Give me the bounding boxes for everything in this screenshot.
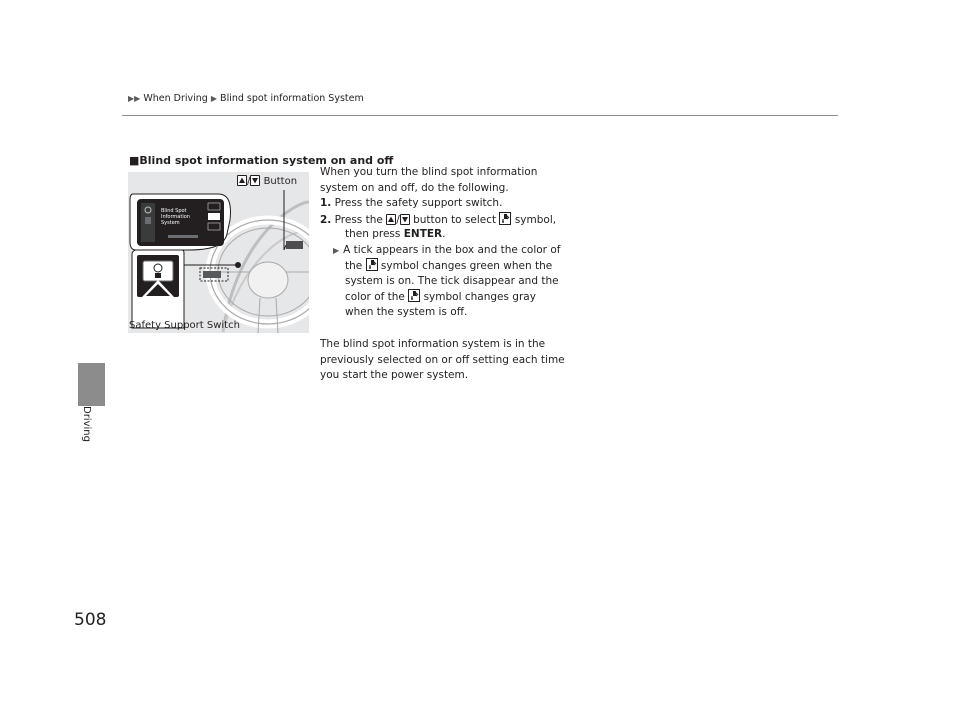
up-arrow-key-icon [237, 175, 247, 186]
arrow-icon: ▶ [210, 94, 218, 103]
svg-text:Information: Information [161, 214, 190, 220]
safety-support-switch-callout: Safety Support Switch [129, 320, 240, 331]
intro-line-1: When you turn the blind spot information [320, 166, 538, 178]
result-line-2: the symbol changes green when the [345, 260, 553, 272]
svg-text:System: System [161, 220, 180, 226]
blind-spot-symbol-icon [408, 289, 420, 302]
svg-text:Blind Spot: Blind Spot [161, 208, 187, 214]
section-heading: ■Blind spot information system on and off [129, 154, 394, 167]
header-rule [122, 115, 838, 116]
page-number: 508 [74, 610, 107, 630]
blind-spot-symbol-icon [499, 212, 511, 225]
step-2-line-2: then press ENTER. [345, 228, 446, 240]
breadcrumb-item-when-driving[interactable]: When Driving [143, 93, 208, 104]
intro-line-2: system on and off, do the following. [320, 181, 509, 194]
chapter-tab [78, 363, 105, 406]
result-line-4: color of the symbol changes gray [345, 291, 536, 303]
down-arrow-key-icon [250, 175, 260, 186]
note-line-1: The blind spot information system is in the [320, 338, 546, 350]
result-line-1: ▶ A tick appears in the box and the color of [333, 243, 561, 256]
button-callout-label: Button [263, 176, 298, 187]
note-line-3: you start the power system. [320, 369, 469, 381]
up-arrow-key-icon [386, 214, 396, 225]
breadcrumb-item-bsi[interactable]: Blind spot information System [220, 93, 364, 104]
arrow-icon: ▶▶ [128, 94, 141, 103]
result-line-3: system is on. The tick disappear and the [345, 274, 559, 287]
result-line-5: when the system is off. [345, 305, 468, 318]
step-1: 1. Press the safety support switch. [320, 197, 503, 209]
blind-spot-symbol-icon [366, 258, 378, 271]
note-line-2: previously selected on or off setting each time [320, 353, 565, 366]
dashboard-illustration [128, 172, 309, 333]
step-2: 2. Press the / button to select symbol, [320, 213, 557, 226]
steering-wheel-illustration [128, 172, 309, 333]
chapter-label: Driving [81, 406, 92, 442]
button-callout: / Button [237, 175, 297, 187]
result-arrow-icon: ▶ [333, 245, 340, 255]
breadcrumb [128, 93, 364, 104]
down-arrow-key-icon [400, 214, 410, 225]
